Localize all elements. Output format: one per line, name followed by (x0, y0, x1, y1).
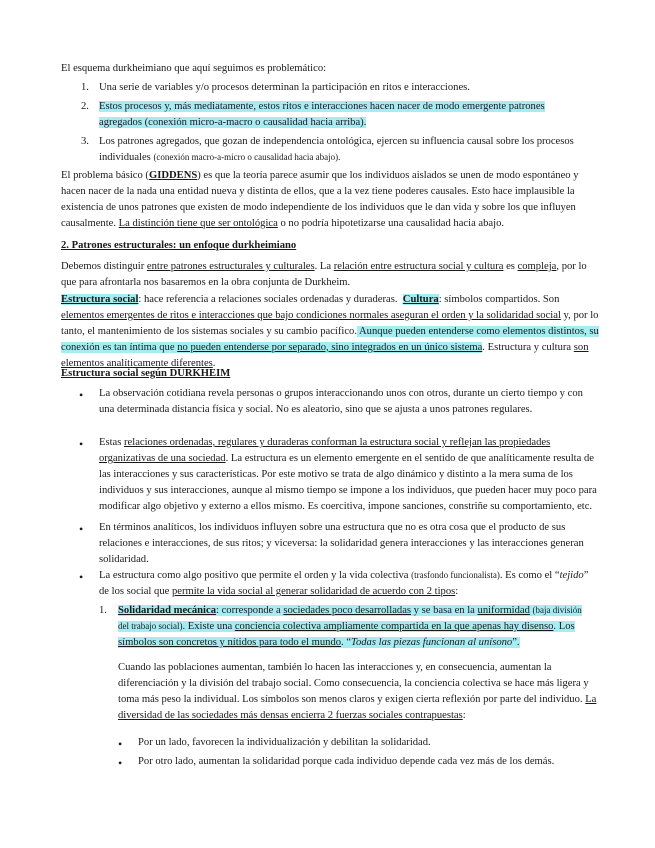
list-item-2 (99, 99, 569, 131)
section2-paragraph-2: Estructura social: hace referencia a relaciones sociales ordenadas y duraderas. Cultura: símbolos compartidos. Son elementos emergentes de ritos e interacciones que bajo condiciones normales aseguran el orden y la solidaridad social y, por lo tanto, el mantenimiento de los sistemas sociales y su cambio pacífico. Aunque pueden entenderse como elementos distintos, su conexión es tan íntima que no pueden entenderse por separado, sino integrados en un único sistema. Estructura y cultura son elementos analíticamente diferentes. (61, 294, 599, 369)
highlighted-text: Estos procesos y, más mediatamente, estos ritos e interacciones hacen nacer de modo emergente patrones agregados (conexión micro-a-macro o causalidad hacia arriba). (99, 101, 545, 128)
list-number: 2. (81, 101, 89, 112)
problem-paragraph: El problema básico (GIDDENS) es que la teoría parece asumir que los individuos aislados se unen de modo espontáneo y hacen nacer de la nada una entidad nueva y distinta de ellos, que a la vez tiene poderes causales. Esto hace implausible la existencia de unos patrones que existen de modo independiente de los individuos que le dan vida y sobre los que influyen causalmente. La distinción tiene que ser ontológica o no podría hipotetizarse una causalidad hacia abajo. (61, 170, 579, 229)
sub-bullet-2: Por otro lado, aumentan la solidaridad porque cada individuo depende cada vez más de los demás. (138, 756, 555, 767)
bullet-icon: • (118, 756, 123, 770)
bullet-icon: • (118, 737, 123, 751)
highlighted-text: Solidaridad mecánica: corresponde a sociedades poco desarrolladas y se basa en la uniformidad (baja división del trabajo social). Existe una conciencia colectiva ampliamente compartida en la que apenas hay disenso. Los símbolos son concretos y nítidos para todo el mundo. “Todas las piezas funcionan al unísono”. (118, 605, 582, 648)
sub-bullet-1: Por un lado, favorecen la individualización y debilitan la solidaridad. (138, 737, 431, 748)
bullet-icon: • (79, 437, 84, 451)
intro-text: El esquema durkheimiano que aquí seguimos es problemático: (61, 63, 327, 74)
section-heading: 2. Patrones estructurales: un enfoque durkheimiano (61, 240, 297, 251)
term-estructura-social: Estructura social (61, 294, 139, 305)
solidarity-paragraph: Cuando las poblaciones aumentan, también lo hacen las interacciones y, en consecuencia, aumentan la diferenciación y la división del trabajo social. Como consecuencia, la conciencia colectiva se hace más ligera y toma más peso la individual. Los símbolos son menos claros y exigen cierta reflexión por parte del individuo. La diversidad de las sociedades más densas encierra 2 fuerzas sociales contrapuestas: (118, 662, 597, 721)
list-item-3: Los patrones agregados, que gozan de independencia ontológica, ejercen su influencia causal sobre los procesos individuales (conexión macro-a-micro o causalidad hacia abajo). (99, 136, 574, 163)
author-name: GIDDENS (148, 170, 198, 181)
bullet-item-3: En términos analíticos, los individuos influyen sobre una estructura que no es otra cosa que el producto de sus relaciones e interacciones, de sus ritos; y viceversa: la solidaridad genera interacciones y las interacciones generan solidaridad. (99, 522, 584, 565)
list-number: 1. (81, 82, 89, 93)
highlighted-text: Aunque pueden entenderse como elementos distintos, su conexión es tan íntima que no pueden entenderse por separado, sino integrados en un único sistema (61, 325, 599, 353)
list-number: 3. (81, 136, 89, 147)
term-cultura: Cultura (402, 294, 439, 305)
bullet-item-1: La observación cotidiana revela personas o grupos interaccionando unos con otros, durante un cierto tiempo y con una determinada distancia física y social. No es aleatorio, sino que se ajusta a unos patrones regulares. (99, 388, 583, 415)
bullet-icon: • (79, 570, 84, 584)
bullet-item-4: La estructura como algo positivo que permite el orden y la vida colectiva (trasfondo funcionalista). Es como el “tejido” de los social que permite la vida social al generar solidaridad de acuerdo con 2 tipos: (99, 570, 589, 597)
list-item-1: Una serie de variables y/o procesos determinan la participación en ritos e interacciones. (99, 82, 470, 93)
solidarity-mechanical (118, 603, 588, 651)
bullet-item-2: Estas relaciones ordenadas, regulares y duraderas conforman la estructura social y reflejan las propiedades organizativas de una sociedad. La estructura es un elemento emergente en el sentido de que analíticamente resulta de las interacciones y sus características. Por este motivo se trata de algo dinámico y distinto a la mera suma de los individuos y sus interacciones, aunque al mismo tiempo se impone a los individuos, que pueden hacer muy poco para modificar algo objetivo y externo a ellos mismo. Es coercitiva, impone sanciones, constriñe su comportamiento, etc. (99, 437, 597, 512)
list-number: 1. (99, 605, 107, 616)
bullet-icon: • (79, 388, 84, 402)
bullet-icon: • (79, 522, 84, 536)
subsection-heading: Estructura social según DURKHEIM (61, 368, 231, 379)
section2-paragraph-1: Debemos distinguir entre patrones estructurales y culturales. La relación entre estructura social y cultura es compleja, por lo que para afrontarla nos basaremos en la obra conjunta de Durkheim. (61, 261, 587, 288)
